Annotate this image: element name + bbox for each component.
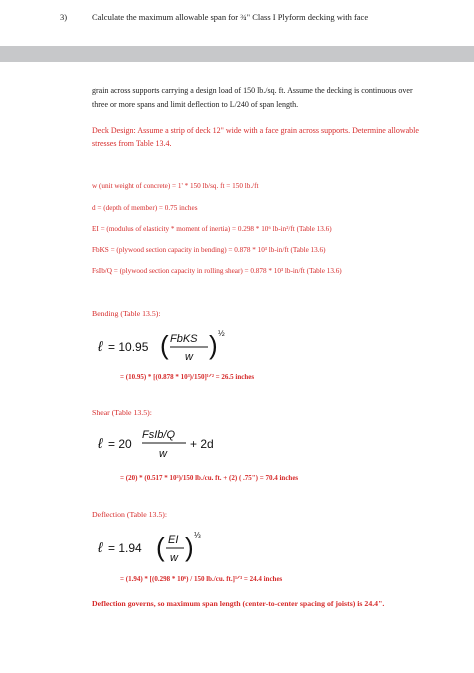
bending-denominator: w (185, 351, 193, 363)
shear-denominator: w (159, 448, 167, 460)
question-number: 3) (60, 12, 68, 22)
calc-depth: d = (depth of member) = 0.75 inches (92, 204, 198, 212)
shear-tail: + 2d (190, 437, 214, 451)
deflection-coef: = 1.94 (108, 541, 142, 555)
deflection-paren-left: ( (156, 532, 165, 562)
question-text-line2: grain across supports carrying a design load of 150 lb./sq. ft. Assume the decking is continuous over three or more spans and limit deflection to L/240 of span length. (92, 86, 413, 109)
question-text-line1: Calculate the maximum allowable span for ¾" Class I Plyform decking with face (92, 12, 369, 22)
bending-heading: Bending (Table 13.5): (92, 309, 161, 318)
bending-numerator: FbKS (170, 333, 198, 345)
deflection-denominator: w (170, 552, 178, 564)
page-separator-bar (0, 46, 474, 62)
deflection-paren-right: ) (185, 532, 194, 562)
deck-design-note: Deck Design: Assume a strip of deck 12" wide with a face grain across supports. Determine allowable stresses from Table 13.4. (92, 126, 419, 148)
calc-fsibq: FsIb/Q = (plywood section capacity in rolling shear) = 0.878 * 10³ lb-in/ft (Table 13.6) (92, 267, 342, 275)
shear-formula (90, 424, 270, 468)
bending-paren-right: ) (209, 330, 218, 360)
bending-coef: = 10.95 (108, 340, 149, 354)
deflection-heading: Deflection (Table 13.5): (92, 510, 168, 519)
conclusion-text: Deflection governs, so maximum span length (center-to-center spacing of joists) is 24.4". (92, 599, 385, 608)
deflection-formula (90, 526, 270, 570)
shear-heading: Shear (Table 13.5): (92, 408, 152, 417)
shear-numerator: FsIb/Q (142, 429, 176, 441)
bending-lhs: ℓ (98, 338, 103, 354)
deflection-exponent: ⅓ (194, 531, 201, 540)
bending-paren-left: ( (160, 330, 169, 360)
calc-unit-weight: w (unit weight of concrete) = 1' * 150 lb/sq. ft = 150 lb./ft (92, 182, 259, 190)
shear-coef: = 20 (108, 437, 132, 451)
shear-lhs: ℓ (98, 435, 103, 451)
deflection-lhs: ℓ (98, 539, 103, 555)
bending-formula (90, 324, 270, 368)
bending-result: = (10.95) * [(0.878 * 10³)/150]¹ᐟ² = 26.5 inches (120, 373, 255, 381)
calc-ei: EI = (modulus of elasticity * moment of inertia) = 0.298 * 10⁶ lb-in²/ft (Table 13.6) (92, 225, 332, 233)
deflection-result: = (1.94) * [(0.298 * 10⁶) / 150 lb./cu. ft.]¹ᐟ³ = 24.4 inches (120, 575, 283, 583)
calc-fbks: FbKS = (plywood section capacity in bending) = 0.878 * 10³ lb-in/ft (Table 13.6) (92, 246, 326, 254)
shear-result: = (20) * (0.517 * 10³)/150 lb./cu. ft. + (2) ( .75") = 70.4 inches (120, 474, 299, 482)
bending-exponent: ½ (218, 329, 225, 338)
deflection-numerator: EI (168, 534, 179, 546)
